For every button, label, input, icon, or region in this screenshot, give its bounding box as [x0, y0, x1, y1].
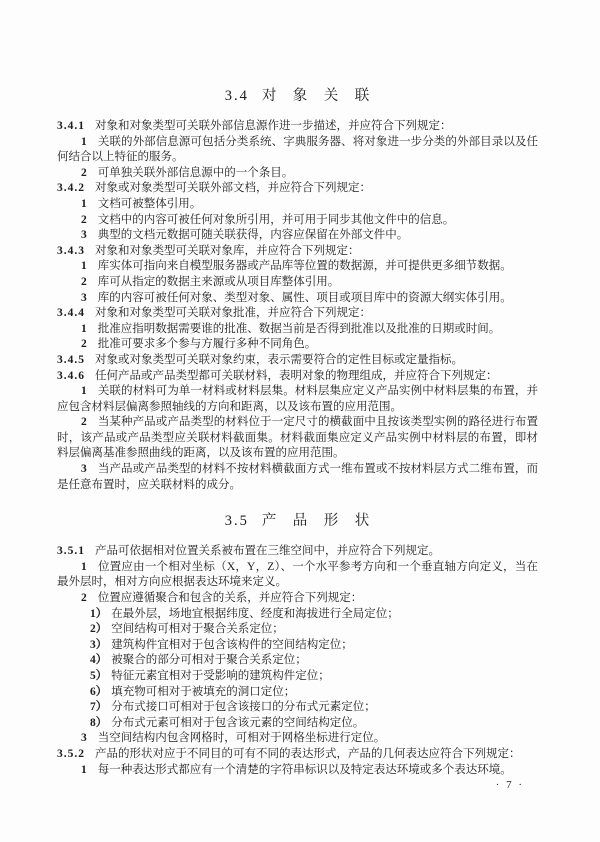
item-number: 3	[81, 463, 87, 476]
document-body	[57, 86, 538, 778]
clause-item	[57, 462, 538, 493]
paragraph-text: 位置应由一个相对坐标（X，Y，Z）、一个水平参考方向和一个垂直轴方向定义，当在最外层时，相对方向应根据表达环境来定义。	[57, 560, 538, 589]
paragraph-text: 建筑构件宜相对于包含该构件的空间结构定位；	[111, 638, 353, 651]
paragraph-text: 库可从指定的数据主来源或从项目库整体引用。	[97, 275, 340, 288]
clause	[57, 369, 538, 385]
item-number: 2	[81, 416, 87, 429]
paragraph-text: 对象或对象类型可关联外部文档，并应符合下列规定：	[95, 182, 371, 195]
item-number: 2	[81, 275, 87, 288]
clause-subitem	[57, 700, 538, 716]
clause-subitem	[57, 716, 538, 732]
clause	[57, 306, 538, 322]
paragraph-text: 产 品 形 状	[261, 513, 371, 530]
clause-item	[57, 731, 538, 747]
item-number: 2	[81, 592, 87, 605]
section-number: 3.5	[224, 513, 249, 530]
clause-item	[57, 275, 538, 291]
clause	[57, 244, 538, 260]
clause-item	[57, 135, 538, 166]
paragraph-text: 库的内容可被任何对象、类型对象、属性、项目或项目库中的资源大纲实体引用。	[97, 291, 512, 304]
item-number: 3	[81, 732, 87, 745]
paragraph-text: 文档可被整体引用。	[97, 197, 202, 210]
clause-item	[57, 591, 538, 607]
paragraph-text: 当某种产品或产品类型的材料位于一定尺寸的横截面中且按该类型实例的路径进行布置时，该产品或产品类型应关联材料截面集。材料截面集应定义产品实例中材料层的布置，即材料层偏离基准参照曲线的距离，以及该布置的应用范围。	[57, 416, 538, 460]
item-number: 6）	[90, 685, 108, 698]
paragraph-text: 填充物可相对于被填充的洞口定位；	[111, 685, 296, 698]
item-number: 1	[81, 197, 87, 210]
clause-item	[57, 228, 538, 244]
clause-item	[57, 560, 538, 591]
item-number: 3.4.2	[57, 182, 85, 195]
paragraph-text: 对象和对象类型可关联对象批准，并应符合下列规定：	[95, 307, 371, 320]
clause-item	[57, 384, 538, 415]
item-number: 4）	[90, 654, 108, 667]
paragraph-text: 典型的文档元数据可随关联获得，内容应保留在外部文件中。	[97, 229, 409, 242]
item-number: 2）	[90, 623, 108, 636]
paragraph-text: 批准应指明数据需要谁的批准、数据当前是否得到批准以及批准的日期或时间。	[97, 322, 501, 335]
paragraph-text: 每一种表达形式都应有一个清楚的字符串标识以及特定表达环境或多个表达环境。	[97, 763, 512, 776]
item-number: 3）	[90, 638, 108, 651]
item-number: 2	[81, 166, 87, 179]
section-title	[57, 86, 538, 106]
item-number: 3	[81, 229, 87, 242]
item-number: 3.5.2	[57, 747, 85, 760]
item-number: 2	[81, 338, 87, 351]
item-number: 5）	[90, 670, 108, 682]
paragraph-text: 特征元素宜相对于受影响的建筑构件定位；	[111, 670, 330, 682]
clause	[57, 353, 538, 369]
item-number: 1）	[90, 607, 108, 620]
paragraph-text: 当产品或产品类型的材料不按材料横截面方式一维布置或不按材料层方式二维布置，而是任意布置时，应关联材料的成分。	[57, 463, 538, 491]
item-number: 1	[81, 560, 87, 573]
paragraph-text: 库实体可指向来自模型服务器或产品库等位置的数据源，并可提供更多细节数据。	[97, 260, 512, 273]
item-number: 3.4.6	[57, 369, 85, 382]
paragraph-text: 任何产品或产品类型都可关联材料，表明对象的物理组成，并应符合下列规定：	[95, 369, 498, 382]
item-number: 3.4.4	[57, 307, 85, 320]
item-number: 3.5.1	[57, 545, 85, 558]
item-number: 1	[81, 135, 87, 148]
item-number: 3.4.3	[57, 244, 85, 257]
clause-item	[57, 337, 538, 353]
paragraph-text: 对象和对象类型可关联外部信息源作进一步描述，并应符合下列规定：	[95, 120, 452, 132]
paragraph-text: 当空间结构内包含网格时，可相对于网格坐标进行定位。	[97, 732, 386, 745]
clause-subitem	[57, 669, 538, 685]
clause-item	[57, 291, 538, 307]
clause-item	[57, 259, 538, 275]
paragraph-text: 产品可依据相对位置关系被布置在三维空间中，并应符合下列规定。	[95, 545, 440, 558]
paragraph-text: 批准可要求多个参与方履行多种不同角色。	[97, 338, 317, 351]
item-number: 3.4.5	[57, 353, 85, 366]
clause-item	[57, 213, 538, 229]
paragraph-text: 对 象 关 联	[261, 88, 371, 104]
paragraph-text: 空间结构可相对于聚合关系定位；	[111, 623, 284, 636]
paragraph-text: 位置应遵循聚合和包含的关系，并应符合下列规定：	[97, 592, 363, 605]
paragraph-text: 分布式元素可相对于包含该元素的空间结构定位。	[111, 716, 365, 729]
clause-item	[57, 197, 538, 213]
item-number: 1	[81, 385, 87, 398]
clause-item	[57, 763, 538, 779]
paragraph-text: 被聚合的部分可相对于聚合关系定位；	[111, 654, 307, 667]
item-number: 8）	[90, 716, 108, 729]
paragraph-text: 关联的外部信息源可包括分类系统、字典服务器、将对象进一步分类的外部目录以及任何结合以上特征的服务。	[57, 135, 538, 164]
item-number: 3	[81, 291, 87, 304]
paragraph-text: 文档中的内容可被任何对象所引用，并可用于同步其他文件中的信息。	[97, 213, 455, 226]
clause	[57, 119, 538, 135]
clause-item	[57, 322, 538, 338]
paragraph-text: 对象和对象类型可关联对象库，并应符合下列规定：	[95, 244, 360, 257]
clause	[57, 747, 538, 763]
clause-subitem	[57, 622, 538, 638]
clause-subitem	[57, 607, 538, 623]
page-number: · 7 ·	[495, 779, 524, 791]
paragraph-text: 产品的形状对应于不同目的可有不同的表达形式，产品的几何表达应符合下列规定：	[95, 747, 521, 760]
item-number: 1	[81, 763, 87, 776]
section-number: 3.4	[224, 88, 249, 104]
paragraph-text: 在最外层，场地宜根据纬度、经度和海拔进行全局定位；	[111, 607, 399, 620]
clause-item	[57, 415, 538, 462]
item-number: 7）	[90, 701, 108, 714]
paragraph-text: 可单独关联外部信息源中的一个条目。	[97, 166, 294, 179]
item-number: 2	[81, 213, 87, 226]
item-number: 1	[81, 260, 87, 273]
item-number: 1	[81, 322, 87, 335]
clause-subitem	[57, 638, 538, 654]
item-number: 3.4.1	[57, 120, 85, 132]
paragraph-text: 分布式接口可相对于包含该接口的分布式元素定位；	[111, 701, 376, 714]
clause-item	[57, 166, 538, 182]
paragraph-text: 对象或对象类型可关联对象约束，表示需要符合的定性目标或定量指标。	[95, 353, 463, 366]
clause	[57, 544, 538, 560]
clause-subitem	[57, 685, 538, 701]
paragraph-text: 关联的材料可为单一材料或材料层集。材料层集应定义产品实例中材料层集的布置，并应包含材料层偏离参照轴线的方向和距离，以及该布置的应用范围。	[57, 385, 538, 413]
section-title	[57, 511, 538, 531]
clause-subitem	[57, 653, 538, 669]
clause	[57, 181, 538, 197]
